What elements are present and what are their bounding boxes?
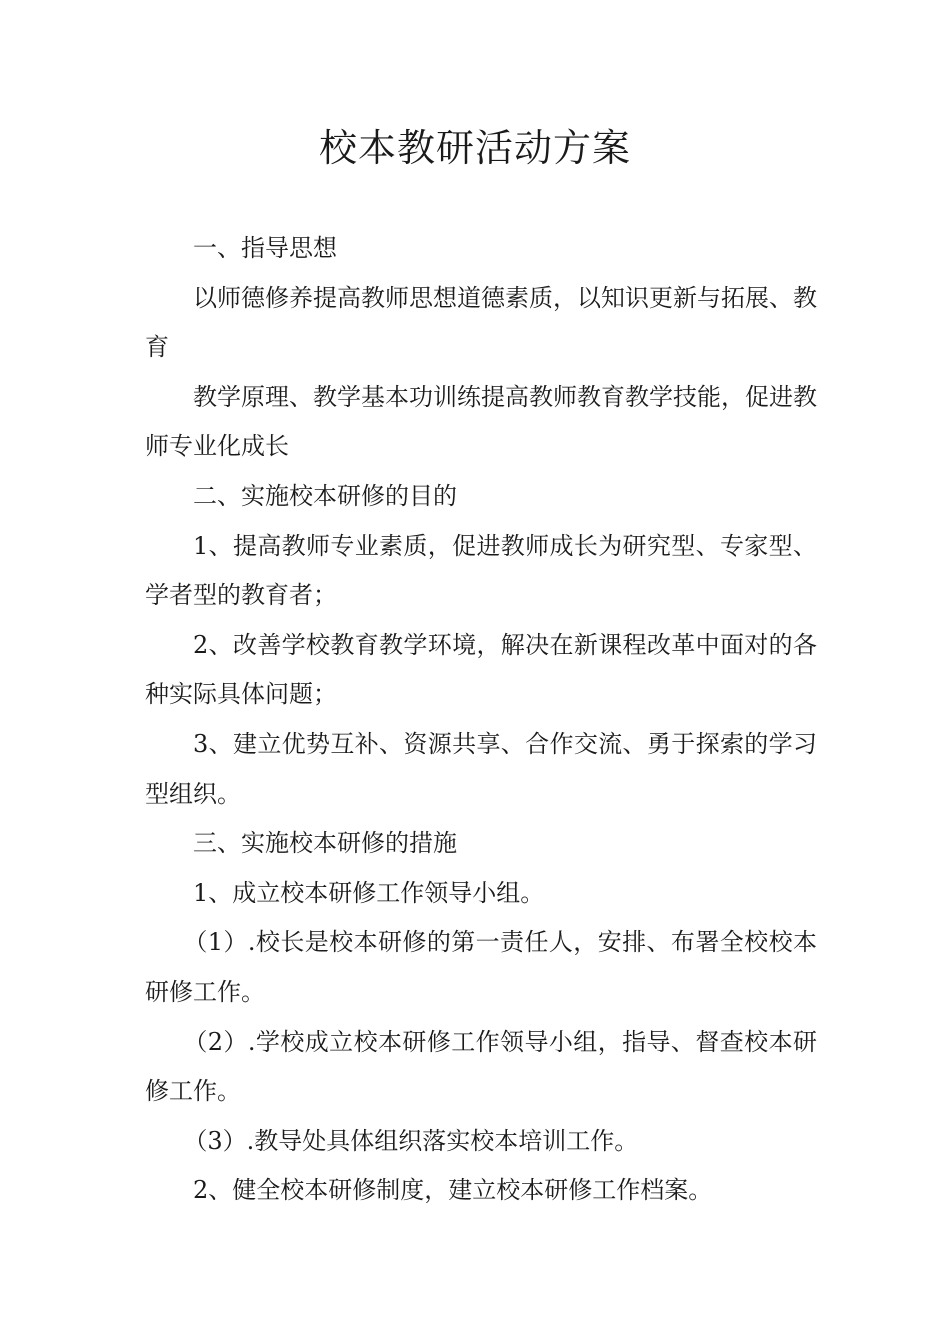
document-title: 校本教研活动方案 (318, 126, 631, 170)
list-item: 2、改善学校教育教学环境，解决在新课程改革中面对的各种实际具体问题； (145, 630, 817, 709)
paragraph: 教学原理、教学基本功训练提高教师教育教学技能，促进教师专业化成长 (145, 382, 817, 461)
list-item: 2、健全校本研修制度，建立校本研修工作档案。 (193, 1176, 713, 1205)
sub-list-item: （1）.校长是校本研修的第一责任人，安排、布署全校校本研修工作。 (145, 928, 817, 1006)
paragraph: 以师德修养提高教师思想道德素质，以知识更新与拓展、教育 (145, 283, 817, 362)
sub-list-item: （3）.教导处具体组织落实校本培训工作。 (183, 1126, 639, 1155)
list-item: 1、提高教师专业素质，促进教师成长为研究型、专家型、学者型的教育者； (145, 531, 817, 610)
list-item: 3、建立优势互补、资源共享、合作交流、勇于探索的学习型组织。 (145, 729, 817, 808)
document-body (145, 224, 817, 1216)
section-heading-guiding-ideology: 一、指导思想 (193, 234, 337, 262)
section-heading-measures: 三、实施校本研修的措施 (193, 829, 457, 858)
list-item: 1、成立校本研修工作领导小组。 (193, 878, 545, 907)
section-heading-purpose: 二、实施校本研修的目的 (193, 481, 457, 510)
sub-list-item: （2）.学校成立校本研修工作领导小组，指导、督查校本研修工作。 (145, 1027, 817, 1106)
